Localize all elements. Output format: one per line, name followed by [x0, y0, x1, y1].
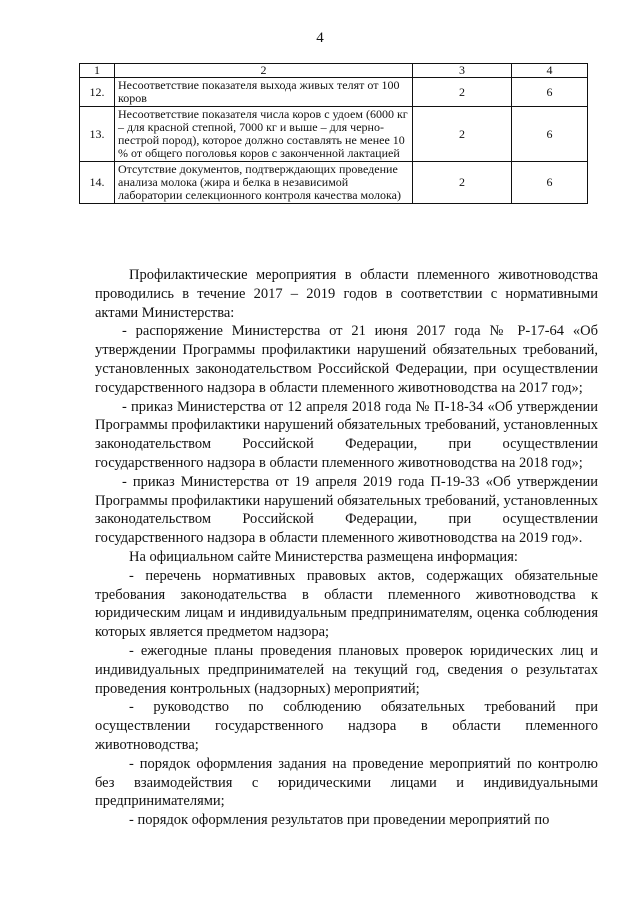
- row-description: Несоответствие показателя числа коров с удоем (6000 кг – для красной степной, 7000 кг и выше – для черно-пестрой пород), которое должно составлять не менее 10 % от общего поголовья коров с законченной лактацией: [115, 107, 413, 162]
- intro-paragraph: Профилактические мероприятия в области племенного животноводства проводились в течение 2017 – 2019 годов в соответствии с нормативными актами Министерства:: [95, 267, 598, 321]
- row-value-3: 2: [413, 78, 512, 107]
- page-number: 4: [316, 30, 324, 46]
- row-value-4: 6: [512, 162, 588, 204]
- row-value-3: 2: [413, 107, 512, 162]
- table-row: [80, 78, 588, 107]
- act-item: - приказ Министерства от 12 апреля 2018 года № П-18-34 «Об утверждении Программы профилактики нарушений обязательных требований, установленных законодательством Российской Федерации, при осуществлении государственного надзора в области племенного животноводства на 2018 год»;: [95, 398, 598, 471]
- row-number: 12.: [80, 78, 115, 107]
- row-value-3: 2: [413, 162, 512, 204]
- act-item: - распоряжение Министерства от 21 июня 2017 года № Р-17-64 «Об утверждении Программы профилактики нарушений обязательных требований, установленных законодательством Российской Федерации, при осуществлении государственного надзора в области племенного животноводства на 2017 год»;: [95, 323, 598, 396]
- table-row: [80, 162, 588, 204]
- row-value-4: 6: [512, 107, 588, 162]
- site-info-item: - ежегодные планы проведения плановых проверок юридических лиц и индивидуальных предпринимателей на текущий год, сведения о результатах проведения контрольных (надзорных) мероприятий;: [95, 642, 598, 697]
- act-item: - приказ Министерства от 19 апреля 2019 года П-19-33 «Об утверждении Программы профилактики нарушений обязательных требований, установленных законодательством Российской Федерации, при осуществлении государственного надзора в области племенного животноводства на 2019 год».: [95, 473, 598, 547]
- row-number: 14.: [80, 162, 115, 204]
- table-header-cell: 3: [413, 64, 512, 78]
- table-header-cell: 4: [512, 64, 588, 78]
- table-header-cell: 2: [115, 64, 413, 78]
- table-header-cell: 1: [80, 64, 115, 78]
- table-header-row: [80, 64, 588, 78]
- row-description: Отсутствие документов, подтверждающих проведение анализа молока (жира и белка в независимой лаборатории селекционного контроля качества молока): [115, 162, 413, 204]
- site-info-item: - руководство по соблюдению обязательных требований при осуществлении государственного надзора в области племенного животноводства;: [95, 699, 598, 753]
- site-intro-paragraph: На официальном сайте Министерства размещена информация:: [129, 548, 518, 565]
- row-number: 13.: [80, 107, 115, 162]
- site-info-item: - перечень нормативных правовых актов, содержащих обязательные требования законодательства в области племенного животноводства к юридическим лицам и индивидуальным предпринимателям, оценка соблюдения которых является предметом надзора;: [95, 567, 598, 641]
- table-row: [80, 107, 588, 162]
- document-body: [95, 266, 598, 830]
- violations-table: [79, 63, 588, 204]
- row-description: Несоответствие показателя выхода живых телят от 100 коров: [115, 78, 413, 107]
- row-value-4: 6: [512, 78, 588, 107]
- site-info-item: - порядок оформления результатов при проведении мероприятий по: [129, 812, 550, 829]
- site-info-item: - порядок оформления задания на проведение мероприятий по контролю без взаимодействия с юридическими лицами и индивидуальными предпринимателями;: [95, 755, 598, 810]
